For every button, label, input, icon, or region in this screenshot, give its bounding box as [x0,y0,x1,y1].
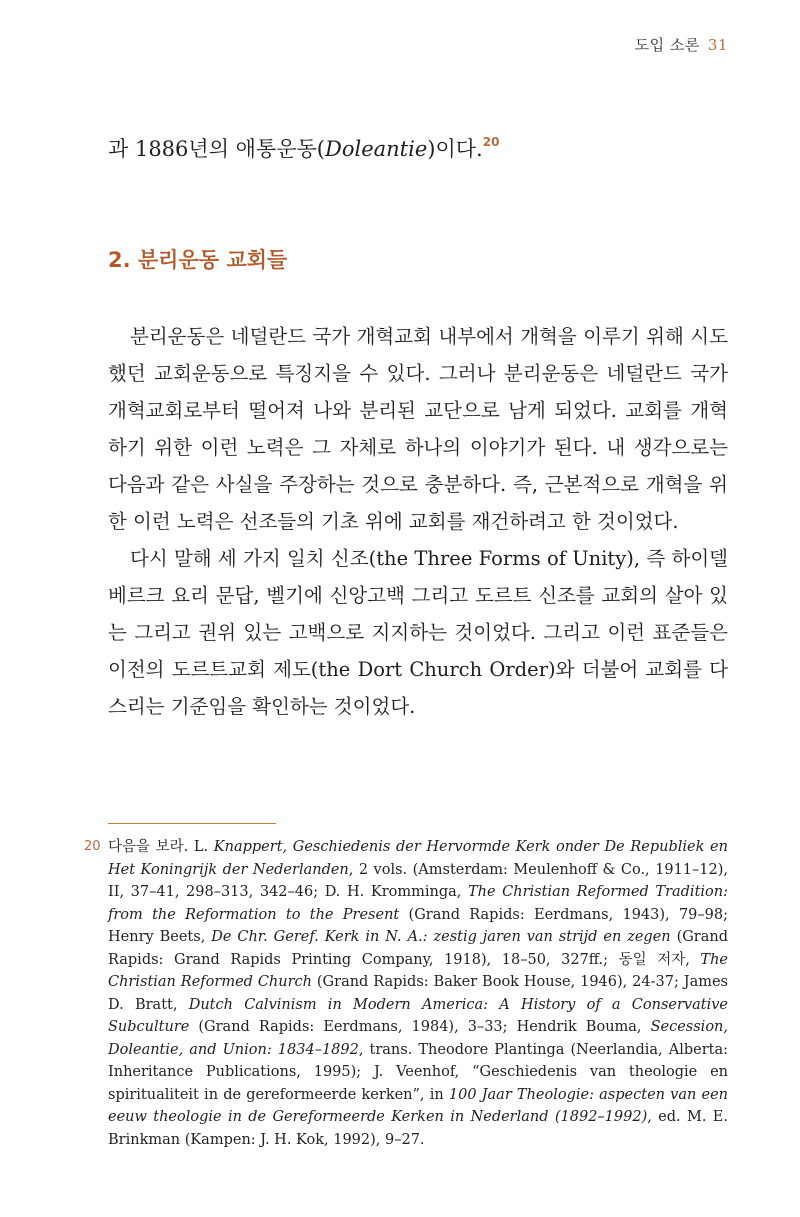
footnote-italic-title: Dutch Calvinism in Modern America: A History of a Conservative Subculture [108,996,728,1035]
footnote-segment: (Grand Rapids: Eerdmans, 1984), 3–33; Hendrik Bouma, [189,1019,651,1035]
footnote-segment: , 2 vols. (Amsterdam: Meulenhoff & Co., 1911–12), II, 37–41, 298–313, 342–46; D. H. Kromminga, [108,861,729,900]
continued-paragraph [108,124,728,167]
footnote-number: 20 [84,839,101,854]
section-heading: 2. 분리운동 교회들 [108,248,288,272]
body-paragraph: 다시 말해 세 가지 일치 신조(the Three Forms of Unity), 즉 하이델베르크 요리 문답, 벨기에 신앙고백 그리고 도르트 신조를 교회의 살아 있는 그리고 권위 있는 고백으로 지지하는 것이었다. 그리고 이런 표준들은 이전의 도르트교회 제도(the Dort Church Order)와 더불어 교회를 다스리는 기준임을 확인하는 것이었다. [108,547,728,718]
footnote-italic-title: Secession, Doleantie, and Union: 1834–1892 [108,1019,728,1058]
footnote-italic-title: 100 Jaar Theologie: aspecten van een eeuw theologie in de Gereformeerde Kerken in Nederland (1892–1992) [108,1086,729,1125]
footnote-italic-title: The Christian Reformed Tradition: from the Reformation to the Present [108,884,728,923]
footnote-segment: , ed. M. E. Brinkman (Kampen: J. H. Kok, 1992), 9–27. [108,1109,728,1148]
footnote-divider [108,823,276,824]
body-text [108,318,728,725]
footnote-segment: , trans. Theodore Plantinga (Neerlandia, Alberta: Inheritance Publications, 1995); J. Veenhof, “Geschiedenis van theologie en spiritualiteit in de gereformeerde kerken”, in [108,1041,728,1103]
footnote [84,836,729,1151]
running-head-title: 도입 소론 [634,36,700,54]
footnote-segment: (Grand Rapids: Eerdmans, 1943), 79–98; Henry Beets, [108,906,728,945]
footnote-italic-title: De Chr. Geref. Kerk in N. A.: zestig jaren van strijd en zegen [211,929,671,945]
page-number: 31 [707,36,728,54]
running-head [635,34,728,55]
footnote-italic-title: The Christian Reformed Church [108,951,728,990]
footnote-segment: (Grand Rapids: Grand Rapids Printing Company, 1918), 18–50, 327ff.; 동일 저자, [108,929,729,968]
footnote-text [108,839,728,1148]
body-paragraph: 분리운동은 네덜란드 국가 개혁교회 내부에서 개혁을 이루기 위해 시도했던 교회운동으로 특징지을 수 있다. 그러나 분리운동은 네덜란드 국가 개혁교회로부터 떨어져 나와 분리된 교단으로 남게 되었다. 교회를 개혁하기 위한 이런 노력은 그 자체로 하나의 이야기가 된다. 내 생각으로는 다음과 같은 사실을 주장하는 것으로 충분하다. 즉, 근본적으로 개혁을 위한 이런 노력은 선조들의 기초 위에 교회를 재건하려고 한 것이었다. [108,325,728,533]
footnote-italic-title: Knappert, Geschiedenis der Hervormde Kerk onder De Republiek en Het Koningrijk der Nederlanden [108,839,728,878]
footnote-reference[interactable]: 20 [482,135,500,149]
paragraph-italic-term: Doleantie [325,137,428,161]
paragraph-text-post: )이다. [427,137,483,161]
footnote-segment: 다음을 보라. L. [108,839,214,855]
paragraph-text-pre: 과 1886년의 애통운동( [108,137,325,161]
footnote-segment: (Grand Rapids: Baker Book House, 1946), 24-37; James D. Bratt, [108,974,728,1013]
